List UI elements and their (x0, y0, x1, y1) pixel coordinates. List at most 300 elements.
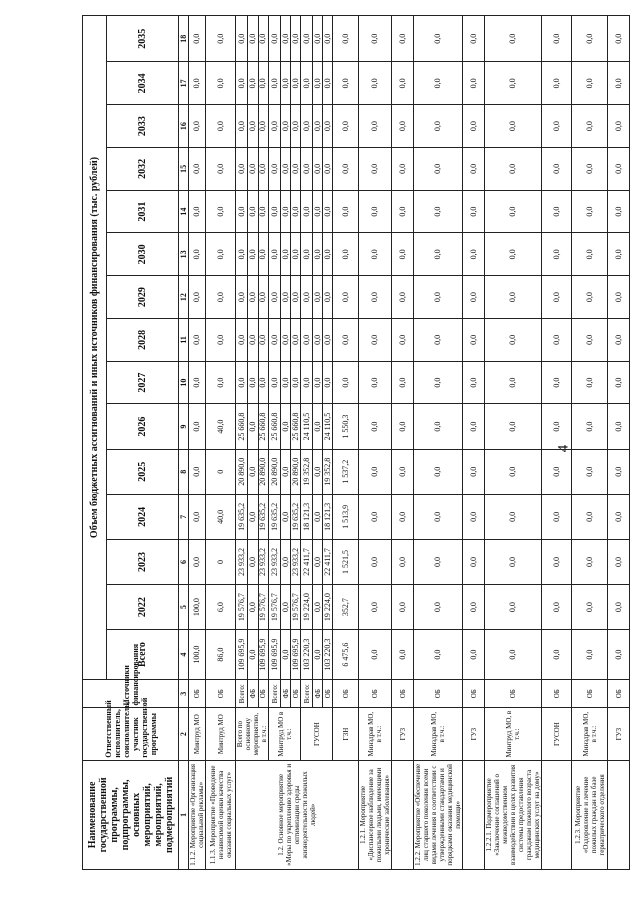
row-value: 0,0 (359, 233, 392, 276)
row-value: 0,0 (485, 16, 542, 63)
row-value: 0,0 (542, 105, 572, 148)
row-value: 103 220,3 (323, 630, 333, 680)
row-value: 0,0 (248, 494, 258, 539)
row-value: 0,0 (301, 148, 313, 191)
column-index: 16 (179, 105, 189, 148)
row-value: 0,0 (258, 190, 268, 233)
row-value: 0,0 (281, 361, 291, 404)
row-value: 0,0 (485, 62, 542, 105)
row-value: 0,0 (333, 190, 359, 233)
row-value: 0,0 (392, 16, 414, 63)
row-name (608, 760, 630, 869)
row-value: 0,0 (572, 233, 608, 276)
header-year: 2031 (107, 190, 179, 233)
column-index: 7 (179, 494, 189, 539)
row-value: 0,0 (301, 319, 313, 362)
row-value: 23 933,2 (291, 539, 301, 584)
row-value: 0,0 (572, 585, 608, 630)
header-year: 2024 (107, 494, 179, 539)
row-value: 0,0 (485, 105, 542, 148)
row-value: 0,0 (189, 62, 206, 105)
header-year: 2023 (107, 539, 179, 584)
row-value: 0,0 (189, 319, 206, 362)
row-value: 0,0 (572, 148, 608, 191)
table-row (359, 16, 392, 870)
row-responsible: Минтруд МО, в т.ч.: (485, 708, 542, 760)
header-year: 2035 (107, 16, 179, 63)
row-value: 0,0 (291, 16, 301, 63)
row-value: 0,0 (485, 276, 542, 319)
row-value: 1 521,5 (333, 539, 359, 584)
table-row (392, 16, 414, 870)
row-source: Всего: (301, 680, 313, 709)
row-value: 0,0 (572, 404, 608, 449)
row-value: 0,0 (485, 630, 542, 680)
row-value: 0,0 (542, 585, 572, 630)
table-row (463, 16, 485, 870)
table-row (414, 16, 463, 870)
row-value: 0,0 (281, 233, 291, 276)
row-value: 0,0 (258, 105, 268, 148)
row-value: 0,0 (392, 276, 414, 319)
row-value: 6 475,6 (333, 630, 359, 680)
row-value: 0,0 (206, 62, 236, 105)
row-value: 0,0 (414, 16, 463, 63)
row-value: 0,0 (313, 494, 323, 539)
row-value: 86,0 (206, 630, 236, 680)
header-year: 2027 (107, 361, 179, 404)
row-value: 0,0 (313, 148, 323, 191)
row-value: 0,0 (333, 319, 359, 362)
row-value: 0,0 (485, 361, 542, 404)
row-value: 0,0 (463, 276, 485, 319)
row-value: 0,0 (291, 276, 301, 319)
row-value: 0,0 (206, 361, 236, 404)
row-value: 0,0 (291, 190, 301, 233)
row-value: 100,0 (189, 585, 206, 630)
row-value: 0,0 (258, 233, 268, 276)
row-value: 0,0 (248, 16, 258, 63)
row-value: 18 121,3 (301, 494, 313, 539)
row-value: 19 224,0 (301, 585, 313, 630)
header-year: 2026 (107, 404, 179, 449)
row-value: 0,0 (281, 630, 291, 680)
row-value: 0,0 (485, 494, 542, 539)
row-value: 0,0 (392, 494, 414, 539)
row-value: 0,0 (333, 105, 359, 148)
column-index: 8 (179, 449, 189, 494)
row-value: 0,0 (392, 630, 414, 680)
row-value: 0,0 (414, 539, 463, 584)
table-row (333, 16, 359, 870)
row-value: 0,0 (301, 105, 313, 148)
row-value: 19 224,0 (323, 585, 333, 630)
row-value: 0,0 (608, 449, 630, 494)
row-value: 0,0 (248, 630, 258, 680)
row-value: 0,0 (392, 585, 414, 630)
header-year: 2034 (107, 62, 179, 105)
row-value: 0,0 (236, 361, 248, 404)
row-value: 0,0 (359, 276, 392, 319)
row-value: 0,0 (281, 62, 291, 105)
row-value: 25 660,8 (291, 404, 301, 449)
row-value: 0,0 (269, 233, 281, 276)
row-name: 1.1.2. Мероприятие «Организация социальной рекламы» (189, 760, 206, 869)
row-value: 0,0 (463, 190, 485, 233)
row-name: 1.2.2. Мероприятие «Обеспечение лиц старшего поколения всеми видами лечения в соответствии с утвержденными стандартами и порядками оказания медицинской помощи» (414, 760, 463, 869)
row-value: 0,0 (608, 190, 630, 233)
row-value: 19 635,2 (258, 494, 268, 539)
row-responsible: Минздрав МО, в т.ч.: (359, 708, 392, 760)
row-value: 109 695,9 (236, 630, 248, 680)
row-value: 0,0 (236, 233, 248, 276)
row-value: 0,0 (608, 494, 630, 539)
row-value: 0,0 (248, 361, 258, 404)
row-responsible: ГУЗ (463, 708, 485, 760)
row-value: 0,0 (485, 585, 542, 630)
row-value: 0,0 (542, 319, 572, 362)
row-value: 0,0 (248, 105, 258, 148)
row-value: 0,0 (206, 276, 236, 319)
header-source: Источники финансирования (83, 680, 179, 709)
row-value: 0,0 (485, 449, 542, 494)
row-value: 0,0 (414, 404, 463, 449)
row-name: 1.2.1. Мероприятие «Диспансерное наблюдение за пожилыми людьми, имеющими хронические заболевания» (359, 760, 392, 869)
row-value: 1 537,2 (333, 449, 359, 494)
row-value: 0,0 (572, 319, 608, 362)
row-value: 0,0 (236, 148, 248, 191)
header-year: 2028 (107, 319, 179, 362)
row-value: 0,0 (463, 105, 485, 148)
row-value: 0,0 (542, 361, 572, 404)
header-year: 2029 (107, 276, 179, 319)
header-name: Наименование государственной программы, подпрограммы, основных мероприятий, мероприятий, подмероприятий (83, 760, 179, 869)
row-value: 0,0 (359, 62, 392, 105)
table-row (269, 16, 281, 870)
row-value: 0,0 (323, 190, 333, 233)
row-value: 0,0 (269, 361, 281, 404)
row-value: 0,0 (313, 630, 323, 680)
column-index: 18 (179, 16, 189, 63)
table-row (608, 16, 630, 870)
row-value: 0,0 (269, 62, 281, 105)
row-value: 0,0 (206, 190, 236, 233)
row-value: 0,0 (463, 585, 485, 630)
row-value: 19 352,8 (301, 449, 313, 494)
row-value: 0,0 (291, 361, 301, 404)
row-value: 0,0 (359, 585, 392, 630)
row-name: 1.2.3. Мероприятие «Оздоровление и лечение пожилых граждан на базе гериатрического отделения (572, 760, 608, 869)
row-value: 0,0 (572, 494, 608, 539)
row-value: 0,0 (189, 449, 206, 494)
row-value: 0,0 (414, 62, 463, 105)
row-value: 0,0 (291, 105, 301, 148)
column-index: 9 (179, 404, 189, 449)
row-value: 352,7 (333, 585, 359, 630)
row-value: 0,0 (206, 105, 236, 148)
row-value: 0,0 (313, 276, 323, 319)
row-value: 25 660,8 (269, 404, 281, 449)
row-responsible: ГЗН (333, 708, 359, 760)
row-value: 19 576,7 (269, 585, 281, 630)
row-value: 0,0 (333, 62, 359, 105)
row-value: 20 890,0 (291, 449, 301, 494)
header-funding: Объем бюджетных ассигнований и иных источников финансирования (тыс. рублей) (83, 16, 107, 680)
row-value: 0,0 (485, 319, 542, 362)
table-row (301, 16, 313, 870)
row-source: ФБ (281, 680, 291, 709)
column-index: 1 (179, 760, 189, 869)
row-value: 0,0 (392, 190, 414, 233)
row-value: 0,0 (281, 494, 291, 539)
row-value: 0,0 (236, 190, 248, 233)
row-value: 0,0 (333, 233, 359, 276)
row-value: 0,0 (323, 319, 333, 362)
row-source: Всего: (236, 680, 248, 709)
column-index: 5 (179, 585, 189, 630)
row-name: 1.2.2.1. Подмероприятие «Заключение соглашений о межведомственном взаимодействии в целях развития системы предоставления гражданам пожилого возраста медицинских услуг на дому» (485, 760, 542, 869)
row-value: 0,0 (485, 190, 542, 233)
row-value: 0,0 (323, 233, 333, 276)
row-value: 0,0 (281, 539, 291, 584)
row-value: 0,0 (414, 361, 463, 404)
row-value: 0,0 (323, 276, 333, 319)
row-value: 0,0 (323, 62, 333, 105)
row-value: 0,0 (333, 361, 359, 404)
row-value: 0,0 (463, 404, 485, 449)
row-value: 19 635,2 (291, 494, 301, 539)
row-value: 0,0 (359, 539, 392, 584)
row-value: 0,0 (608, 16, 630, 63)
column-index: 13 (179, 233, 189, 276)
row-source: Всего: (269, 680, 281, 709)
row-value: 19 635,2 (236, 494, 248, 539)
row-value: 0,0 (463, 319, 485, 362)
header-year: 2032 (107, 148, 179, 191)
row-value: 0,0 (572, 105, 608, 148)
row-value: 0,0 (542, 62, 572, 105)
row-value: 100,0 (189, 630, 206, 680)
row-responsible: Минтруд МО (189, 708, 206, 760)
column-index: 3 (179, 680, 189, 709)
row-value: 19 635,2 (269, 494, 281, 539)
row-value: 0,0 (206, 233, 236, 276)
row-value: 0,0 (248, 190, 258, 233)
column-index: 15 (179, 148, 189, 191)
row-responsible: Минздрав МО, в т.ч.: (572, 708, 608, 760)
row-value: 0,0 (248, 148, 258, 191)
row-value: 0,0 (248, 62, 258, 105)
row-value: 0,0 (323, 16, 333, 63)
row-value: 0,0 (269, 319, 281, 362)
row-value: 0,0 (542, 404, 572, 449)
rotated-page (82, 15, 623, 870)
row-value: 0,0 (269, 16, 281, 63)
column-index: 12 (179, 276, 189, 319)
row-value: 0,0 (258, 276, 268, 319)
row-value: 0,0 (359, 105, 392, 148)
row-value: 0,0 (236, 62, 248, 105)
row-value: 0,0 (414, 276, 463, 319)
row-value: 0,0 (258, 148, 268, 191)
column-index: 6 (179, 539, 189, 584)
row-value: 22 411,7 (323, 539, 333, 584)
row-value: 20 890,0 (258, 449, 268, 494)
row-value: 0,0 (608, 539, 630, 584)
row-value: 0,0 (359, 404, 392, 449)
header-responsible: Ответственный исполнитель, соисполнитель, участник государственной программы (83, 708, 179, 760)
row-value: 0,0 (485, 539, 542, 584)
row-value: 19 352,8 (323, 449, 333, 494)
row-value: 0,0 (323, 105, 333, 148)
row-value: 0,0 (301, 233, 313, 276)
row-value: 0,0 (463, 449, 485, 494)
row-responsible: ГУСОН (542, 708, 572, 760)
row-value: 0,0 (291, 319, 301, 362)
row-value: 0,0 (414, 630, 463, 680)
row-value: 0,0 (463, 630, 485, 680)
row-value: 19 576,7 (291, 585, 301, 630)
row-value: 0,0 (414, 190, 463, 233)
row-value: 0,0 (485, 233, 542, 276)
row-value: 109 695,9 (258, 630, 268, 680)
row-value: 19 576,7 (236, 585, 248, 630)
row-value: 25 660,8 (258, 404, 268, 449)
row-source: ОБ (392, 680, 414, 709)
row-value: 0,0 (542, 276, 572, 319)
row-value: 0,0 (301, 190, 313, 233)
row-value: 0,0 (313, 105, 323, 148)
row-value: 0,0 (258, 62, 268, 105)
row-value: 0,0 (608, 404, 630, 449)
row-value: 0,0 (572, 62, 608, 105)
table-row (236, 16, 248, 870)
row-value: 0,0 (248, 319, 258, 362)
row-value: 0,0 (608, 319, 630, 362)
row-value: 24 110,5 (301, 404, 313, 449)
row-value: 0,0 (608, 233, 630, 276)
row-value: 0,0 (608, 276, 630, 319)
row-value: 19 576,7 (258, 585, 268, 630)
row-value: 0,0 (333, 148, 359, 191)
row-value: 0,0 (189, 105, 206, 148)
row-value: 0,0 (313, 319, 323, 362)
table-row (542, 16, 572, 870)
row-value: 0,0 (392, 449, 414, 494)
row-value: 23 933,2 (258, 539, 268, 584)
row-source: ОБ (608, 680, 630, 709)
row-value: 0,0 (359, 361, 392, 404)
table-row (206, 16, 236, 870)
row-value: 0,0 (463, 494, 485, 539)
row-value: 0,0 (359, 494, 392, 539)
row-value: 1 513,9 (333, 494, 359, 539)
row-value: 0,0 (392, 319, 414, 362)
row-value: 0,0 (463, 233, 485, 276)
column-index: 14 (179, 190, 189, 233)
column-index: 11 (179, 319, 189, 362)
row-value: 0,0 (258, 319, 268, 362)
row-value: 0,0 (189, 539, 206, 584)
row-value: 0,0 (608, 361, 630, 404)
row-source: ОБ (189, 680, 206, 709)
row-source: ОБ (572, 680, 608, 709)
row-value: 0,0 (323, 361, 333, 404)
row-value: 18 121,3 (323, 494, 333, 539)
row-value: 0,0 (236, 319, 248, 362)
header-year: 2022 (107, 585, 179, 630)
row-value: 0,0 (463, 361, 485, 404)
row-value: 0,0 (313, 449, 323, 494)
row-value: 0,0 (392, 361, 414, 404)
row-name (392, 760, 414, 869)
row-value: 0,0 (236, 105, 248, 148)
row-value: 0,0 (189, 494, 206, 539)
row-value: 0,0 (572, 276, 608, 319)
row-value: 0,0 (323, 148, 333, 191)
row-source: ОБ (206, 680, 236, 709)
row-value: 0,0 (281, 148, 291, 191)
header-year: 2025 (107, 449, 179, 494)
row-value: 0,0 (485, 404, 542, 449)
row-value: 0,0 (313, 585, 323, 630)
row-value: 0,0 (463, 148, 485, 191)
column-index: 2 (179, 708, 189, 760)
row-value: 0,0 (291, 233, 301, 276)
row-value: 0,0 (248, 539, 258, 584)
row-value: 0,0 (542, 630, 572, 680)
row-value: 0,0 (269, 276, 281, 319)
row-value: 0,0 (258, 16, 268, 63)
row-value: 0,0 (608, 62, 630, 105)
row-value: 0,0 (313, 233, 323, 276)
row-value: 0,0 (291, 148, 301, 191)
row-value: 40,0 (206, 404, 236, 449)
row-value: 20 890,0 (269, 449, 281, 494)
row-name (542, 760, 572, 869)
row-value: 0,0 (281, 276, 291, 319)
row-value: 0,0 (359, 630, 392, 680)
row-value: 0,0 (608, 105, 630, 148)
row-value: 0,0 (392, 105, 414, 148)
row-value: 0,0 (189, 190, 206, 233)
row-value: 24 110,5 (323, 404, 333, 449)
row-value: 0,0 (269, 105, 281, 148)
row-value: 0,0 (248, 449, 258, 494)
row-value: 0,0 (236, 16, 248, 63)
row-value: 0,0 (392, 62, 414, 105)
column-index: 4 (179, 630, 189, 680)
row-value: 0,0 (463, 62, 485, 105)
row-value: 0,0 (572, 361, 608, 404)
row-value: 0,0 (608, 630, 630, 680)
row-value: 0,0 (313, 16, 323, 63)
row-responsible: Всего по основному мероприятию, в т.ч.: (236, 708, 269, 760)
funding-table (82, 15, 630, 870)
row-value: 0,0 (313, 361, 323, 404)
row-value: 0,0 (414, 449, 463, 494)
row-value: 0,0 (281, 190, 291, 233)
row-name: 1.1.3. Мероприятие «Проведение независимой оценки качества оказания социальных услуг» (206, 760, 236, 869)
row-value: 0,0 (281, 449, 291, 494)
row-responsible: ГУЗ (392, 708, 414, 760)
row-value: 0,0 (414, 148, 463, 191)
table-row (572, 16, 608, 870)
row-value: 0,0 (463, 539, 485, 584)
row-value: 6,0 (206, 585, 236, 630)
row-responsible: ГУСОН (301, 708, 333, 760)
row-value: 0,0 (301, 62, 313, 105)
